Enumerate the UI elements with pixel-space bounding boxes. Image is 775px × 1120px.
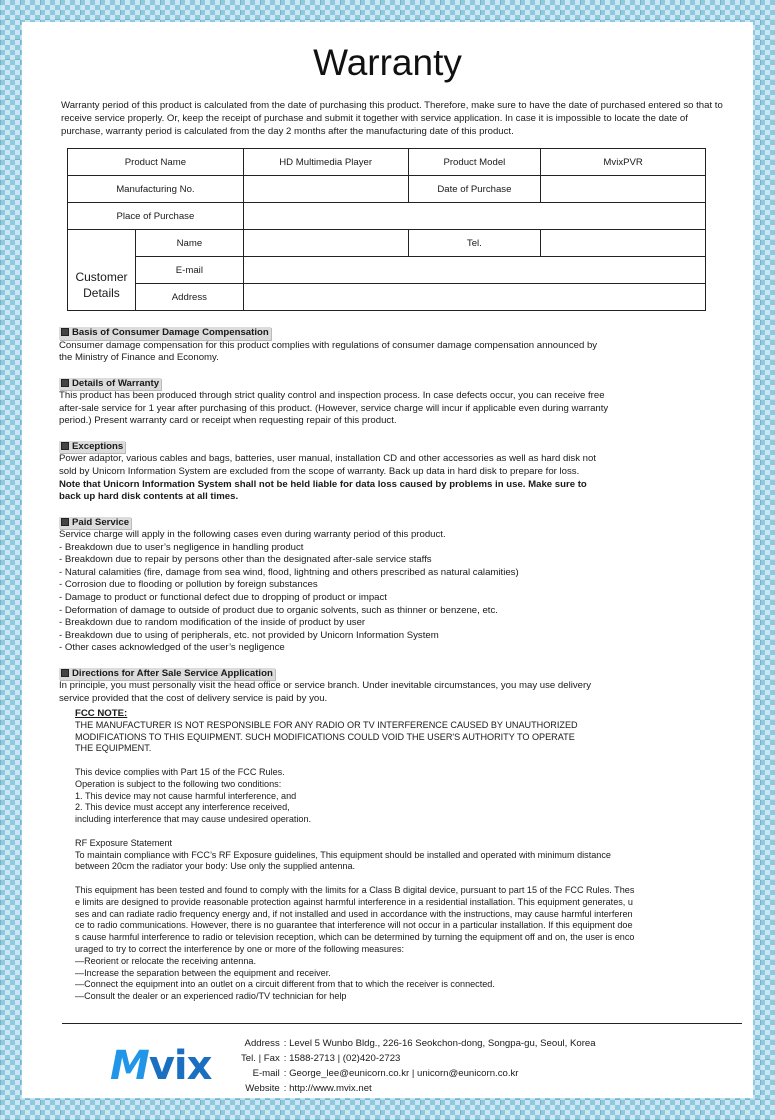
fcc-note (75, 708, 735, 1003)
contact-label: Address (244, 1038, 280, 1049)
list-item: - Damage to product or functional defect due to dropping of product or impact (59, 592, 387, 604)
text-line: —Increase the separation between the equipment and receiver. (75, 967, 331, 978)
text-line: sold by Unicorn Information System are excluded from the scope of warranty. Back up data in hard disk to prepare for loss. (59, 465, 580, 477)
square-bullet-icon (61, 379, 69, 387)
date-of-purchase-field (541, 176, 706, 203)
contact-row (241, 1051, 596, 1066)
text-line: MODIFICATIONS TO THIS EQUIPMENT. SUCH MODIFICATIONS COULD VOID THE USER'S AUTHORITY TO OPERATE (75, 731, 575, 742)
section-heading: Exceptions (59, 441, 125, 454)
contact-row (241, 1081, 596, 1096)
square-bullet-icon (61, 442, 69, 450)
text-line: ce to radio communications. However, there is no guarantee that interference will not occur in a particular installation. If this equipment doe (75, 920, 633, 931)
list-item: - Breakdown due to repair by persons other than the designated after-sale service staffs (59, 554, 432, 566)
text-line: Operation is subject to the following two conditions: (75, 778, 282, 789)
product-model-value: MvixPVR (541, 149, 706, 176)
square-bullet-icon (61, 518, 69, 526)
text-line: This product has been produced through strict quality control and inspection process. In case defects occur, you can receive free (59, 390, 605, 402)
date-of-purchase-label: Date of Purchase (408, 176, 541, 203)
text-line: Consumer damage compensation for this product complies with regulations of consumer damage compensation announced by (59, 339, 598, 351)
product-model-label: Product Model (408, 149, 541, 176)
text-line: THE MANUFACTURER IS NOT RESPONSIBLE FOR ANY RADIO OR TV INTERFERENCE CAUSED BY UNAUTHORIZED (75, 719, 578, 730)
name-label: Name (135, 230, 243, 257)
text-line: —Consult the dealer or an experienced radio/TV technician for help (75, 991, 347, 1002)
text-line: This equipment has been tested and found to comply with the limits for a Class B digital device, pursuant to part 15 of the FCC Rules. Thes (75, 884, 635, 895)
text-line: s cause harmful interference to radio or television reception, which can be determined by turning the equipment off and on, the user is enco (75, 932, 635, 943)
square-bullet-icon (61, 669, 69, 677)
text-line: —Reorient or relocate the receiving antenna. (75, 955, 256, 966)
contact-row (241, 1066, 596, 1081)
list-item: - Corrosion due to flooding or pollution by foreign substances (59, 579, 318, 591)
email-label: E-mail (135, 257, 243, 284)
email-field (243, 257, 705, 284)
list-item: - Breakdown due to using of peripherals, etc. not provided by Unicorn Information System (59, 629, 439, 641)
contact-value: : http://www.mvix.net (283, 1083, 372, 1094)
text-line: period.) Present warranty card or receipt when requesting repair of this product. (59, 415, 397, 427)
footer-divider (62, 1023, 742, 1024)
text-line: ses and can radiate radio frequency energy and, if not installed and used in accordance with the instructions, may cause harmful interferen (75, 908, 633, 919)
name-field (243, 230, 408, 257)
text-line: RF Exposure Statement (75, 837, 173, 848)
text-line: In principle, you must personally visit the head office or service branch. Under inevitable circumstances, you may use delivery (59, 680, 591, 692)
text-line: Service charge will apply in the following cases even during warranty period of this product. (59, 529, 446, 541)
warranty-info-table (67, 148, 706, 311)
contact-value: : 1588-2713 | (02)420-2723 (283, 1053, 401, 1064)
place-of-purchase-field (243, 203, 705, 230)
text-line: uraged to try to correct the interference by one or more of the following measures: (75, 943, 405, 954)
section-details (59, 378, 719, 428)
bold-text-line: Note that Unicorn Information System shall not be held liable for data loss caused by problems in use. Make sure to (59, 478, 587, 490)
address-label: Address (135, 284, 243, 311)
text-line: e limits are designed to provide reasonable protection against harmful interference in a residential installation. This equipment generates, u (75, 896, 633, 907)
text-line: 1. This device may not cause harmful interference, and (75, 790, 297, 801)
manufacturing-no-field (243, 176, 408, 203)
text-line: the Ministry of Finance and Economy. (59, 352, 219, 364)
tel-label: Tel. (408, 230, 541, 257)
list-item: - Deformation of damage to outside of product due to organic solvents, such as thinner or benzene, etc. (59, 604, 498, 616)
contact-label: E-mail (252, 1068, 280, 1079)
contact-label: Website (245, 1083, 280, 1094)
contact-info (241, 1036, 596, 1096)
fcc-title: FCC NOTE: (75, 708, 128, 719)
address-field (243, 284, 705, 311)
section-exceptions (59, 441, 719, 504)
section-paid-service (59, 517, 719, 656)
contact-value: : George_lee@eunicorn.co.kr | unicorn@eunicorn.co.kr (283, 1068, 519, 1079)
customer-details-label: Customer Details (68, 230, 136, 311)
text-line: after-sale service for 1 year after purchasing of this product. (However, service charge will incur if applicable even during warranty (59, 402, 609, 414)
intro-paragraph: Warranty period of this product is calculated from the date of purchasing this product. Therefore, make sure to have the date of purchased entered so that to receive service properly. Or, keep the receipt of purchase and submit it together with service application. In case it is impossible to locate the date of purchase, warranty period is calculated from the day 2 months after the manufacturing date of this product. (61, 100, 723, 137)
mvix-logo: Mvix (110, 1043, 212, 1089)
section-basis (59, 327, 719, 365)
list-item: - Breakdown due to user’s negligence in handling product (59, 541, 304, 553)
contact-value: : Level 5 Wunbo Bldg., 226-16 Seokchon-dong, Songpa-gu, Seoul, Korea (283, 1038, 596, 1049)
contact-label: Tel. | Fax (241, 1053, 280, 1064)
list-item: - Other cases acknowledged of the user’s negligence (59, 642, 285, 654)
text-line: between 20cm the radiator your body: Use only the supplied antenna. (75, 861, 356, 872)
section-heading: Basis of Consumer Damage Compensation (59, 327, 271, 340)
text-line: This device complies with Part 15 of the FCC Rules. (75, 766, 285, 777)
page-title: Warranty (313, 42, 462, 83)
tel-field (541, 230, 706, 257)
text-line: 2. This device must accept any interference received, (75, 802, 290, 813)
list-item: - Breakdown due to random modification of the inside of product by user (59, 617, 366, 629)
section-directions (59, 668, 719, 706)
manufacturing-no-label: Manufacturing No. (68, 176, 244, 203)
bold-text-line: back up hard disk contents at all times. (59, 491, 239, 503)
warranty-sections (59, 327, 719, 718)
list-item: - Natural calamities (fire, damage from sea wind, flood, lightning and others prescribed as natural calamities) (59, 566, 519, 578)
text-line: including interference that may cause undesired operation. (75, 814, 312, 825)
section-heading: Details of Warranty (59, 378, 161, 391)
text-line: service provided that the cost of delivery service is paid by you. (59, 693, 328, 705)
text-line: To maintain compliance with FCC’s RF Exposure guidelines, This equipment should be installed and operated with minimum distance (75, 849, 611, 860)
text-line: THE EQUIPMENT. (75, 743, 152, 754)
product-name-label: Product Name (68, 149, 244, 176)
product-name-value: HD Multimedia Player (243, 149, 408, 176)
section-heading: Directions for After Sale Service Application (59, 668, 275, 681)
square-bullet-icon (61, 328, 69, 336)
contact-row (241, 1036, 596, 1051)
place-of-purchase-label: Place of Purchase (68, 203, 244, 230)
warranty-page (22, 22, 753, 1098)
text-line: Power adaptor, various cables and bags, batteries, user manual, installation CD and other accessories as well as hard disk not (59, 453, 597, 465)
section-heading: Paid Service (59, 517, 131, 530)
text-line: —Connect the equipment into an outlet on a circuit different from that to which the receiver is connected. (75, 979, 495, 990)
